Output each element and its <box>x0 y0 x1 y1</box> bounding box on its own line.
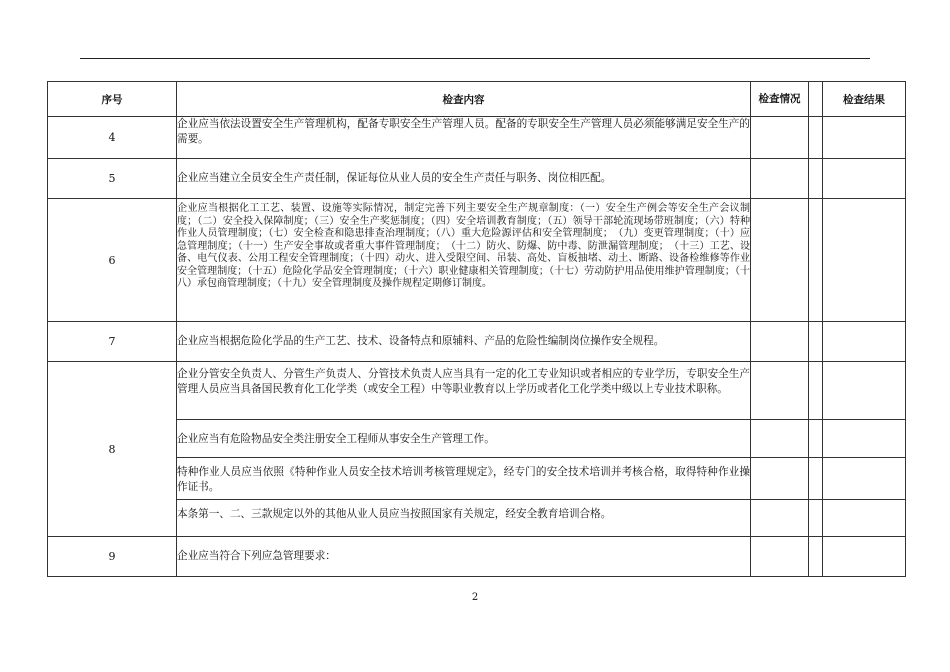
spacer-cell <box>809 362 823 420</box>
header-spacer <box>809 82 823 117</box>
header-seq: 序号 <box>48 82 177 117</box>
spacer-cell <box>809 420 823 458</box>
inspection-table <box>47 81 906 577</box>
row-subcontent: 企业分管安全负责人、分管生产负责人、分管技术负责人应当具有一定的化工专业知识或者相应的专业学历，专职安全生产管理人员应当具备国民教育化工化学类（或安全工程）中等职业教育以上学历或者化工化学类中级以上专业技术职称。 <box>177 362 751 420</box>
situation-cell[interactable] <box>751 537 809 577</box>
header-rule <box>80 58 870 59</box>
spacer-cell <box>809 117 823 159</box>
result-cell[interactable] <box>823 199 906 322</box>
row-subcontent: 企业应当有危险物品安全类注册安全工程师从事安全生产管理工作。 <box>177 420 751 458</box>
row-seq: 4 <box>48 117 177 159</box>
header-content: 检查内容 <box>177 82 751 117</box>
situation-cell[interactable] <box>751 117 809 159</box>
table-row <box>48 322 906 362</box>
spacer-cell <box>809 322 823 362</box>
page-number: 2 <box>471 592 479 603</box>
table-row <box>48 458 906 500</box>
result-cell[interactable] <box>823 458 906 500</box>
row-content: 企业应当根据化工工艺、装置、设施等实际情况，制定完善下列主要安全生产规章制度：（一）安全生产例会等安全生产会议制度；（二）安全投入保障制度；（三）安全生产奖惩制度；（四）安全培训教育制度；（五）领导干部轮流现场带班制度；（六）特种作业人员管理制度；（七）安全检查和隐患排查治理制度；（八）重大危险源评估和安全管理制度； （九）变更管理制度；（十）应急管理制度；（十一）生产安全事故或者重大事件管理制度； （十二）防火、防爆、防中毒、防泄漏管理制度； （十三）工艺、设备、电气仪表、公用工程安全管理制度；（十四）动火、进入受限空间、吊装、高处、盲板抽堵、动土、断路、设备检维修等作业安全管理制度；（十五）危险化学品安全管理制度；（十六）职业健康相关管理制度；（十七）劳动防护用品使用维护管理制度；（十八）承包商管理制度；（十九）安全管理制度及操作规程定期修订制度。 <box>177 199 751 322</box>
result-cell[interactable] <box>823 322 906 362</box>
row-seq: 7 <box>48 322 177 362</box>
row-seq: 8 <box>48 362 177 537</box>
spacer-cell <box>809 537 823 577</box>
spacer-cell <box>809 159 823 199</box>
situation-cell[interactable] <box>751 458 809 500</box>
row-seq: 5 <box>48 159 177 199</box>
row-content: 企业应当建立全员安全生产责任制，保证每位从业人员的安全生产责任与职务、岗位相匹配。 <box>177 159 751 199</box>
result-cell[interactable] <box>823 159 906 199</box>
situation-cell[interactable] <box>751 500 809 537</box>
table-row <box>48 537 906 577</box>
row-content: 企业应当符合下列应急管理要求： <box>177 537 751 577</box>
result-cell[interactable] <box>823 117 906 159</box>
situation-cell[interactable] <box>751 199 809 322</box>
result-cell[interactable] <box>823 500 906 537</box>
table-row <box>48 420 906 458</box>
result-cell[interactable] <box>823 420 906 458</box>
row-seq: 9 <box>48 537 177 577</box>
header-situation: 检查情况 <box>751 82 809 117</box>
table-row <box>48 199 906 322</box>
result-cell[interactable] <box>823 537 906 577</box>
row-subcontent: 本条第一、二、三款规定以外的其他从业人员应当按照国家有关规定，经安全教育培训合格。 <box>177 500 751 537</box>
situation-cell[interactable] <box>751 420 809 458</box>
table-row <box>48 117 906 159</box>
row-subcontent: 特种作业人员应当依照《特种作业人员安全技术培训考核管理规定》，经专门的安全技术培训并考核合格，取得特种作业操作证书。 <box>177 458 751 500</box>
spacer-cell <box>809 199 823 322</box>
row-seq: 6 <box>48 199 177 322</box>
result-cell[interactable] <box>823 362 906 420</box>
table-row <box>48 159 906 199</box>
header-result: 检查结果 <box>823 82 906 117</box>
row-content: 企业应当根据危险化学品的生产工艺、技术、设备特点和原辅料、产品的危险性编制岗位操作安全规程。 <box>177 322 751 362</box>
situation-cell[interactable] <box>751 362 809 420</box>
row-content: 企业应当依法设置安全生产管理机构，配备专职安全生产管理人员。配备的专职安全生产管理人员必须能够满足安全生产的需要。 <box>177 117 751 159</box>
situation-cell[interactable] <box>751 322 809 362</box>
table-row <box>48 500 906 537</box>
situation-cell[interactable] <box>751 159 809 199</box>
spacer-cell <box>809 458 823 500</box>
table-row <box>48 362 906 420</box>
table-header-row <box>48 82 906 117</box>
spacer-cell <box>809 500 823 537</box>
